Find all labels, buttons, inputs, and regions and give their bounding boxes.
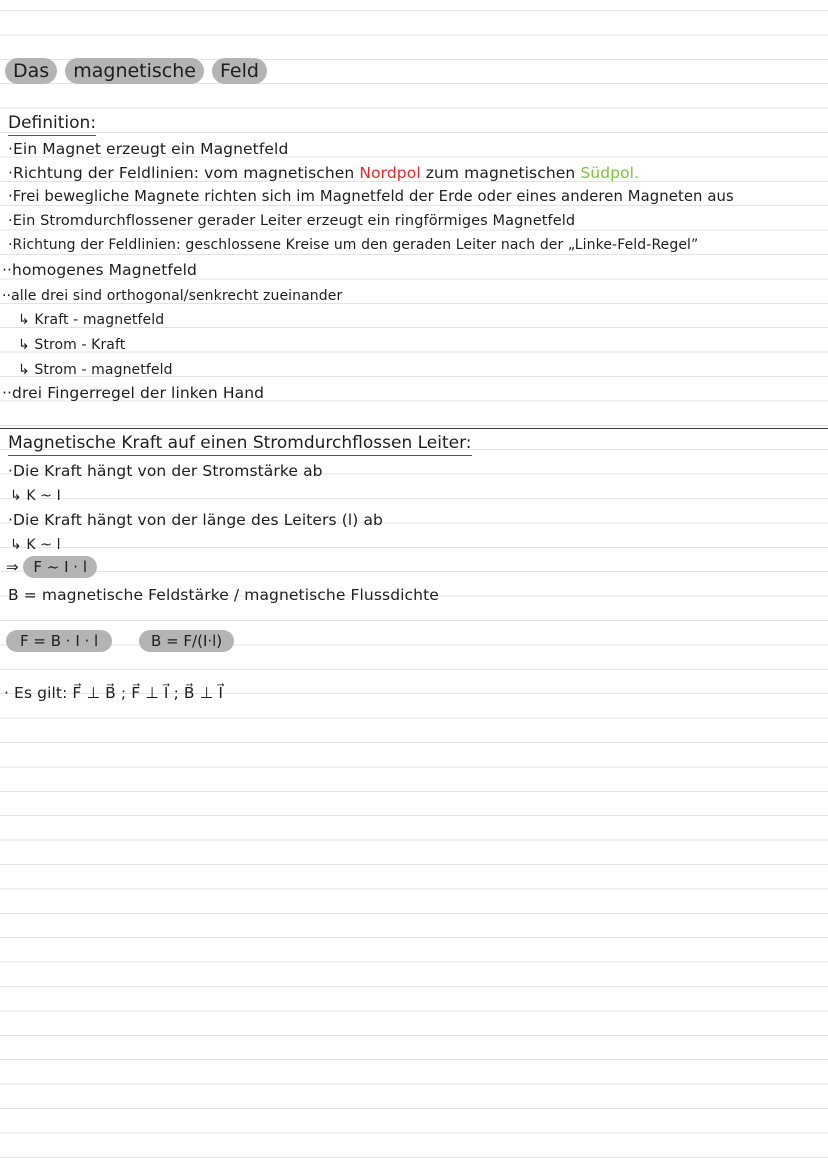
implies-icon: ⇒	[6, 558, 19, 576]
nordpol-label: Nordpol	[359, 164, 421, 182]
definition-line-richtung	[8, 163, 639, 183]
section-divider	[0, 428, 828, 429]
formula-row	[6, 630, 234, 652]
definition-line-feldlinien: ·Richtung der Feldlinien: geschlossene Kreise um den geraden Leiter nach der „Linke-Feld-Regel”	[8, 237, 699, 253]
richtung-text-middle: zum magnetischen	[420, 164, 581, 182]
kraft-line-k-prop-i: ↳ K ~ I	[10, 488, 61, 504]
definition-heading	[8, 113, 96, 133]
definition-line-fingerregel: ··drei Fingerregel der linken Hand	[2, 384, 265, 402]
formula-f-prop-il: F ~ I · l	[23, 556, 97, 578]
title-word-3: Feld	[212, 58, 267, 84]
result-line	[6, 556, 97, 578]
definition-line-magnet: ·Ein Magnet erzeugt ein Magnetfeld	[8, 140, 289, 158]
page-title	[5, 58, 269, 84]
definition-line-orthogonal: ··alle drei sind orthogonal/senkrecht zueinander	[2, 288, 343, 304]
definition-line-strom-magnetfeld: ↳ Strom - magnetfeld	[18, 362, 173, 378]
formula-b-f-il: B = F/(I·l)	[139, 630, 234, 652]
suedpol-label: Südpol.	[580, 164, 640, 182]
definition-line-leiter: ·Ein Stromdurchflossener gerader Leiter erzeugt ein ringförmiges Magnetfeld	[8, 213, 576, 229]
title-word-2: magnetische	[65, 58, 204, 84]
title-word-1: Das	[5, 58, 57, 84]
definition-line-frei: ·Frei bewegliche Magnete richten sich im Magnetfeld der Erde oder eines anderen Magneten aus	[8, 188, 734, 205]
definition-line-homogen: ··homogenes Magnetfeld	[2, 261, 197, 279]
kraft-line-es-gilt: · Es gilt: F⃗ ⊥ B⃗ ; F⃗ ⊥ I⃗ ; B⃗ ⊥ I⃗	[4, 684, 223, 702]
kraft-heading-text: Magnetische Kraft auf einen Stromdurchflossen Leiter:	[8, 433, 472, 456]
kraft-line-stromstaerke: ·Die Kraft hängt von der Stromstärke ab	[8, 462, 323, 480]
definition-heading-text: Definition:	[8, 113, 96, 136]
kraft-line-laenge: ·Die Kraft hängt von der länge des Leiters (l) ab	[8, 511, 383, 529]
kraft-heading	[8, 433, 472, 453]
kraft-line-k-prop-l: ↳ K ~ l	[10, 537, 61, 553]
kraft-line-b-definition: B = magnetische Feldstärke / magnetische Flussdichte	[8, 586, 439, 604]
definition-line-kraft-magnetfeld: ↳ Kraft - magnetfeld	[18, 312, 165, 328]
richtung-text-before: ·Richtung der Feldlinien: vom magnetischen	[8, 164, 360, 182]
formula-f-bil: F = B · I · l	[6, 630, 112, 652]
definition-line-strom-kraft: ↳ Strom - Kraft	[18, 337, 126, 353]
